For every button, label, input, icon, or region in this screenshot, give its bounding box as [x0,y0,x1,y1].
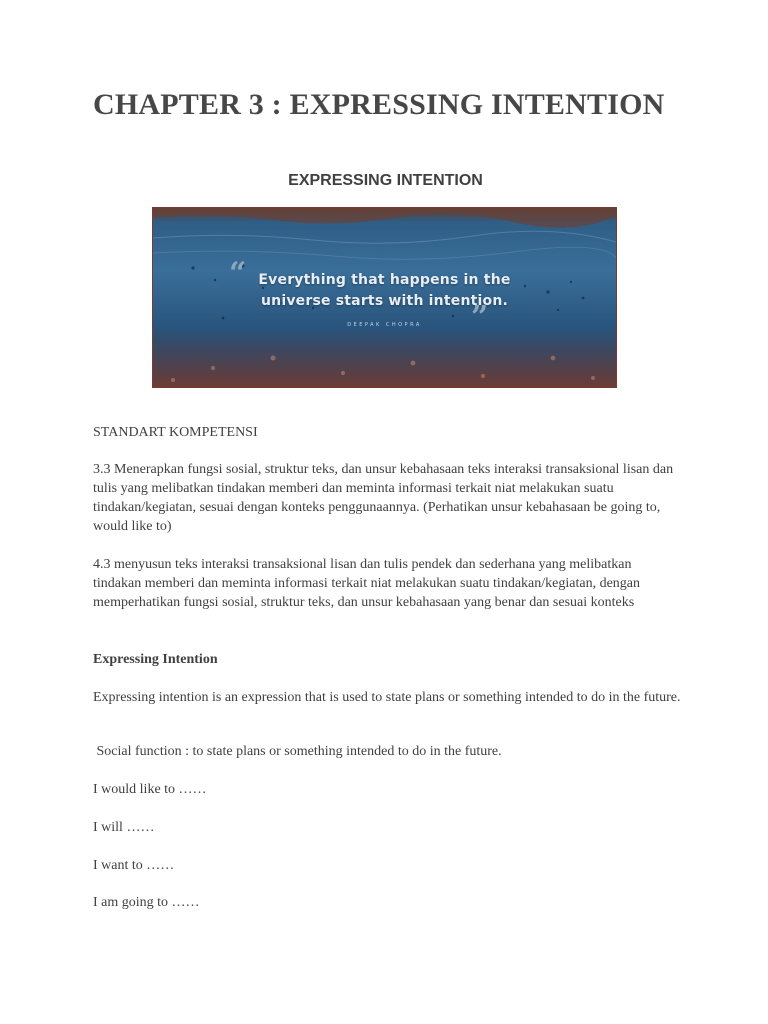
chapter-title: CHAPTER 3 : EXPRESSING INTENTION [93,88,665,121]
banner-quote-line-2: universe starts with intention. [260,293,509,309]
expressing-intention-heading: Expressing Intention [93,652,218,667]
open-quote-mark: “ [229,256,247,291]
expression-item: I want to …… [93,858,175,873]
social-function-paragraph: Social function : to state plans or something intended to do in the future. [93,744,502,759]
banner-quote-line-1: Everything that happens in the [258,272,511,288]
section-label: STANDART KOMPETENSI [93,425,258,440]
expression-item: I will …… [93,820,155,835]
definition-paragraph: Expressing intention is an expression that is used to state plans or something intended to do in the future. [93,690,681,705]
sub-heading: EXPRESSING INTENTION [288,172,483,189]
kd-4-3-paragraph: 4.3 menyusun teks interaksi transaksional lisan dan tulis pendek dan sederhana yang melibatkan tindakan memberi dan meminta informasi terkait niat melakukan suatu tindakan/kegiatan, dengan memperhatikan fungsi sosial, struktur teks, dan unsur kebahasaan yang benar dan sesuai konteks [93,557,640,610]
close-quote-mark: ” [471,300,489,335]
banner-quote [153,270,616,312]
expression-item: I am going to …… [93,895,200,910]
quote-banner-image [152,207,617,388]
expression-item: I would like to …… [93,782,207,797]
kd-3-3-paragraph: 3.3 Menerapkan fungsi sosial, struktur teks, dan unsur kebahasaan teks interaksi transaksional lisan dan tulis yang melibatkan tindakan memberi dan meminta informasi terkait niat melakukan suatu tindakan/kegiatan, sesuai dengan konteks penggunaannya. (Perhatikan unsur kebahasaan be going to, would like to) [93,462,674,534]
banner-author: DEEPAK CHOPRA [347,322,422,328]
